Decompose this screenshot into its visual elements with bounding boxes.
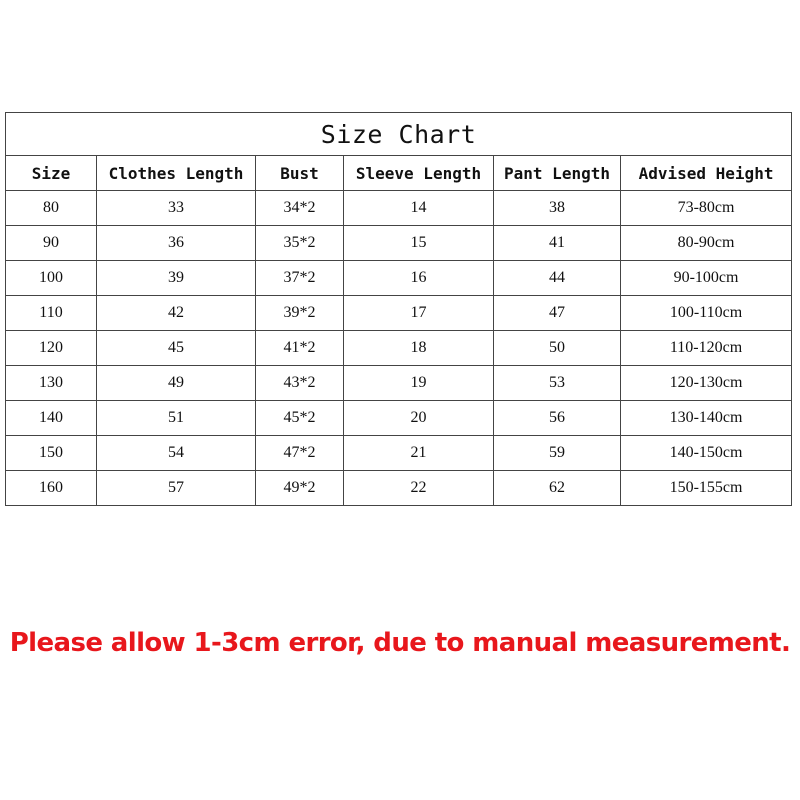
cell-advised-height: 150-155cm: [621, 471, 792, 506]
table-row: [6, 191, 792, 226]
cell-advised-height: 110-120cm: [621, 331, 792, 366]
header-clothes-length: Clothes Length: [97, 156, 256, 191]
cell-bust: 43*2: [256, 366, 344, 401]
table-row: [6, 436, 792, 471]
cell-bust: 45*2: [256, 401, 344, 436]
header-bust: Bust: [256, 156, 344, 191]
cell-clothes-length: 33: [97, 191, 256, 226]
cell-bust: 39*2: [256, 296, 344, 331]
measurement-note: Please allow 1-3cm error, due to manual measurement.: [9, 628, 791, 658]
cell-sleeve-length: 17: [344, 296, 494, 331]
cell-size: 90: [6, 226, 97, 261]
cell-size: 80: [6, 191, 97, 226]
header-size: Size: [6, 156, 97, 191]
cell-clothes-length: 49: [97, 366, 256, 401]
cell-pant-length: 59: [494, 436, 621, 471]
table-row: [6, 331, 792, 366]
cell-advised-height: 130-140cm: [621, 401, 792, 436]
cell-clothes-length: 39: [97, 261, 256, 296]
cell-pant-length: 62: [494, 471, 621, 506]
header-row: [6, 156, 792, 191]
table-row: [6, 226, 792, 261]
cell-pant-length: 50: [494, 331, 621, 366]
table-row: [6, 471, 792, 506]
cell-sleeve-length: 22: [344, 471, 494, 506]
cell-advised-height: 73-80cm: [621, 191, 792, 226]
cell-pant-length: 44: [494, 261, 621, 296]
table-row: [6, 366, 792, 401]
cell-clothes-length: 42: [97, 296, 256, 331]
table-row: [6, 296, 792, 331]
table-row: [6, 261, 792, 296]
cell-pant-length: 41: [494, 226, 621, 261]
cell-clothes-length: 45: [97, 331, 256, 366]
cell-advised-height: 90-100cm: [621, 261, 792, 296]
header-advised-height: Advised Height: [621, 156, 792, 191]
cell-advised-height: 140-150cm: [621, 436, 792, 471]
cell-pant-length: 56: [494, 401, 621, 436]
cell-bust: 49*2: [256, 471, 344, 506]
cell-sleeve-length: 14: [344, 191, 494, 226]
cell-sleeve-length: 18: [344, 331, 494, 366]
cell-clothes-length: 36: [97, 226, 256, 261]
table-title: Size Chart: [6, 113, 792, 156]
cell-pant-length: 47: [494, 296, 621, 331]
cell-bust: 41*2: [256, 331, 344, 366]
cell-advised-height: 80-90cm: [621, 226, 792, 261]
cell-clothes-length: 57: [97, 471, 256, 506]
cell-pant-length: 38: [494, 191, 621, 226]
cell-sleeve-length: 21: [344, 436, 494, 471]
cell-advised-height: 120-130cm: [621, 366, 792, 401]
cell-size: 100: [6, 261, 97, 296]
cell-clothes-length: 51: [97, 401, 256, 436]
header-sleeve-length: Sleeve Length: [344, 156, 494, 191]
cell-sleeve-length: 15: [344, 226, 494, 261]
cell-size: 110: [6, 296, 97, 331]
size-chart-table: [5, 112, 792, 506]
cell-clothes-length: 54: [97, 436, 256, 471]
cell-sleeve-length: 16: [344, 261, 494, 296]
cell-bust: 35*2: [256, 226, 344, 261]
cell-pant-length: 53: [494, 366, 621, 401]
cell-size: 160: [6, 471, 97, 506]
cell-bust: 34*2: [256, 191, 344, 226]
cell-size: 140: [6, 401, 97, 436]
cell-sleeve-length: 19: [344, 366, 494, 401]
header-pant-length: Pant Length: [494, 156, 621, 191]
cell-bust: 37*2: [256, 261, 344, 296]
cell-size: 150: [6, 436, 97, 471]
cell-size: 120: [6, 331, 97, 366]
cell-advised-height: 100-110cm: [621, 296, 792, 331]
title-row: [6, 113, 792, 156]
cell-size: 130: [6, 366, 97, 401]
table-row: [6, 401, 792, 436]
cell-bust: 47*2: [256, 436, 344, 471]
cell-sleeve-length: 20: [344, 401, 494, 436]
